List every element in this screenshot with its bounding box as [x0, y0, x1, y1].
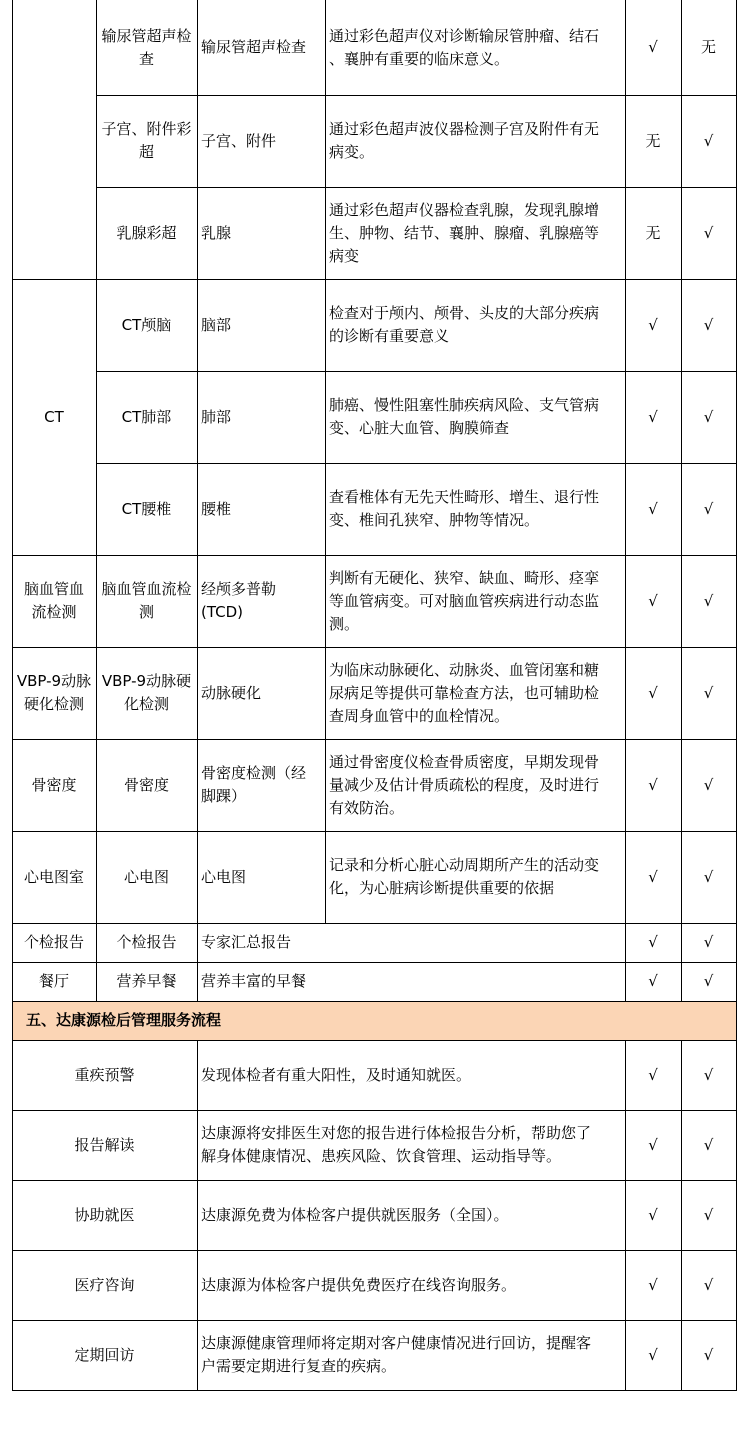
category-cell: CT: [44, 407, 64, 426]
service-name: 定期回访: [74, 1345, 135, 1364]
male-applicable-mark: √: [648, 1205, 658, 1224]
grid-line-v: [736, 1040, 737, 1391]
grid-line-h: [12, 1250, 737, 1251]
grid-line-v: [325, 555, 326, 648]
grid-line-v: [325, 279, 326, 372]
grid-line-v: [325, 739, 326, 832]
grid-line-v: [625, 0, 626, 1002]
grid-line-h: [12, 1390, 737, 1391]
grid-line-v: [681, 0, 682, 1002]
male-applicable-mark: √: [648, 867, 658, 886]
exam-item-part: 心电图: [201, 867, 247, 886]
exam-item-name: 骨密度: [123, 775, 169, 794]
exam-item-description: 肺癌、慢性阻塞性肺疾病风险、支气管病 变、心脏大血管、胸膜筛查: [329, 396, 600, 437]
grid-line-h: [12, 555, 737, 556]
service-description: 发现体检者有重大阳性，及时通知就医。: [201, 1065, 472, 1084]
grid-line-v: [325, 371, 326, 464]
exam-item-part: 肺部: [201, 407, 232, 426]
grid-line-v: [325, 95, 326, 188]
female-applicable-mark: √: [703, 131, 714, 150]
exam-item-description: 检查对于颅内、颅骨、头皮的大部分疾病 的诊断有重要意义: [329, 304, 600, 345]
exam-item-description: 通过彩色超声仪器检查乳腺，发现乳腺增 生、肿物、结节、襄肿、腺瘤、乳腺癌等 病变: [329, 200, 600, 265]
exam-item-description: 为临床动脉硬化、动脉炎、血管闭塞和糖 尿病足等提供可靠检查方法，也可辅助检 查周身血管中的血栓情况。: [329, 660, 600, 725]
grid-line-v: [325, 831, 326, 924]
exam-item-name: VBP-9动脉硬 化检测: [101, 672, 192, 713]
grid-line-v: [681, 1040, 682, 1391]
exam-item-name: 子宫、附件彩 超: [101, 120, 192, 161]
grid-line-h: [12, 1180, 737, 1181]
female-applicable-mark: √: [703, 1135, 714, 1154]
exam-item-description: 记录和分析心脏心动周期所产生的活动变 化，为心脏病诊断提供重要的依据: [329, 856, 600, 897]
male-applicable-mark: √: [648, 1135, 658, 1154]
female-applicable-mark: √: [703, 683, 714, 702]
service-name: 医疗咨询: [74, 1275, 135, 1294]
grid-line-h: [12, 647, 737, 648]
female-applicable-mark: √: [703, 223, 714, 242]
grid-line-v: [325, 0, 326, 96]
grid-line-h: [12, 1040, 737, 1041]
male-applicable-mark: √: [648, 933, 658, 951]
exam-item-part: 脑部: [201, 315, 232, 334]
grid-line-v: [197, 1040, 198, 1391]
exam-item-part: 腰椎: [201, 499, 232, 518]
male-applicable-mark: √: [648, 775, 658, 794]
grid-line-v: [736, 0, 737, 1002]
female-applicable-mark: 无: [700, 38, 716, 56]
grid-line-h: [12, 1110, 737, 1111]
exam-item-name: 心电图: [123, 867, 169, 886]
grid-line-h: [12, 279, 737, 280]
exam-item-name: CT肺部: [121, 407, 172, 426]
grid-line-v: [325, 187, 326, 280]
female-applicable-mark: √: [703, 775, 714, 794]
exam-item-name: 营养早餐: [116, 972, 177, 990]
grid-line-h: [96, 95, 737, 96]
service-description: 达康源将安排医生对您的报告进行体检报告分析，帮助您了 解身体健康情况、患疾风险、饮食管理、运动指导等。: [201, 1124, 592, 1165]
exam-item-name: CT腰椎: [121, 499, 172, 518]
grid-line-v: [12, 0, 13, 1002]
grid-line-h: [12, 962, 737, 963]
grid-line-v: [12, 1040, 13, 1391]
grid-line-v: [197, 0, 198, 1002]
female-applicable-mark: √: [703, 591, 714, 610]
grid-line-v: [736, 1001, 737, 1041]
female-applicable-mark: √: [703, 499, 714, 518]
category-cell: 心电图室: [23, 867, 84, 886]
male-applicable-mark: √: [648, 315, 658, 334]
exam-item-part: 输尿管超声检查: [201, 38, 307, 56]
exam-item-part: 乳腺: [201, 223, 232, 242]
section-title: 五、达康源检后管理服务流程: [26, 1011, 222, 1029]
grid-line-h: [12, 739, 737, 740]
category-cell: 个检报告: [23, 933, 84, 951]
grid-line-v: [12, 1001, 13, 1041]
exam-item-description: 通过骨密度仪检查骨质密度，早期发现骨 量减少及估计骨质疏松的程度，及时进行 有效防治。: [329, 752, 600, 817]
exam-item-part: 专家汇总报告: [201, 933, 292, 951]
category-cell: 餐厅: [38, 972, 69, 990]
grid-line-h: [12, 831, 737, 832]
male-applicable-mark: 无: [645, 223, 661, 242]
male-applicable-mark: √: [648, 1345, 658, 1364]
exam-item-description: 判断有无硬化、狭窄、缺血、畸形、痉挛 等血管病变。可对脑血管疾病进行动态监 测。: [329, 568, 600, 633]
exam-item-description: 通过彩色超声仪对诊断输尿管肿瘤、结石 、襄肿有重要的临床意义。: [329, 26, 600, 68]
female-applicable-mark: √: [703, 315, 714, 334]
male-applicable-mark: √: [648, 683, 658, 702]
female-applicable-mark: √: [703, 1065, 714, 1084]
category-cell: 骨密度: [31, 775, 77, 794]
female-applicable-mark: √: [703, 1205, 714, 1224]
grid-line-v: [625, 1040, 626, 1391]
service-name: 重疾预警: [74, 1065, 135, 1084]
male-applicable-mark: √: [648, 1065, 658, 1084]
exam-item-part: 动脉硬化: [201, 683, 262, 702]
exam-item-part: 骨密度检测（经 脚踝）: [201, 764, 307, 805]
male-applicable-mark: √: [648, 591, 658, 610]
grid-line-h: [12, 923, 737, 924]
exam-item-part: 经颅多普勒 (TCD): [201, 580, 277, 621]
exam-item-description: 查看椎体有无先天性畸形、增生、退行性 变、椎间孔狭窄、肿物等情况。: [329, 488, 600, 529]
service-description: 达康源免费为体检客户提供就医服务（全国）。: [201, 1205, 509, 1224]
female-applicable-mark: √: [703, 407, 714, 426]
category-cell: 脑血管血 流检测: [23, 580, 84, 621]
category-cell: VBP-9动脉 硬化检测: [16, 672, 92, 713]
male-applicable-mark: √: [648, 407, 658, 426]
exam-item-name: 脑血管血流检 测: [101, 580, 192, 621]
service-name: 报告解读: [74, 1135, 135, 1154]
service-name: 协助就医: [74, 1205, 135, 1224]
grid-line-h: [12, 1320, 737, 1321]
grid-line-h: [12, 1001, 737, 1002]
male-applicable-mark: 无: [645, 131, 661, 150]
male-applicable-mark: √: [648, 38, 658, 56]
female-applicable-mark: √: [703, 1275, 714, 1294]
exam-item-part: 子宫、附件: [201, 131, 277, 150]
female-applicable-mark: √: [703, 867, 714, 886]
exam-item-name: CT颅脑: [121, 315, 172, 334]
service-description: 达康源为体检客户提供免费医疗在线咨询服务。: [201, 1275, 517, 1294]
male-applicable-mark: √: [648, 972, 658, 990]
grid-line-v: [96, 0, 97, 1002]
male-applicable-mark: √: [648, 1275, 658, 1294]
female-applicable-mark: √: [703, 933, 714, 951]
female-applicable-mark: √: [703, 1345, 714, 1364]
grid-line-h: [96, 371, 737, 372]
grid-line-h: [96, 463, 737, 464]
exam-item-name: 输尿管超声检查: [101, 26, 192, 68]
service-description: 达康源健康管理师将定期对客户健康情况进行回访，提醒客 户需要定期进行复查的疾病。: [201, 1334, 592, 1375]
exam-item-part: 营养丰富的早餐: [201, 972, 307, 990]
exam-item-name: 个检报告: [116, 933, 177, 951]
male-applicable-mark: √: [648, 499, 658, 518]
grid-line-v: [325, 647, 326, 740]
exam-item-description: 通过彩色超声波仪器检测子宫及附件有无 病变。: [329, 120, 600, 161]
grid-line-h: [96, 187, 737, 188]
grid-line-v: [325, 463, 326, 556]
exam-item-name: 乳腺彩超: [116, 223, 177, 242]
female-applicable-mark: √: [703, 972, 714, 990]
